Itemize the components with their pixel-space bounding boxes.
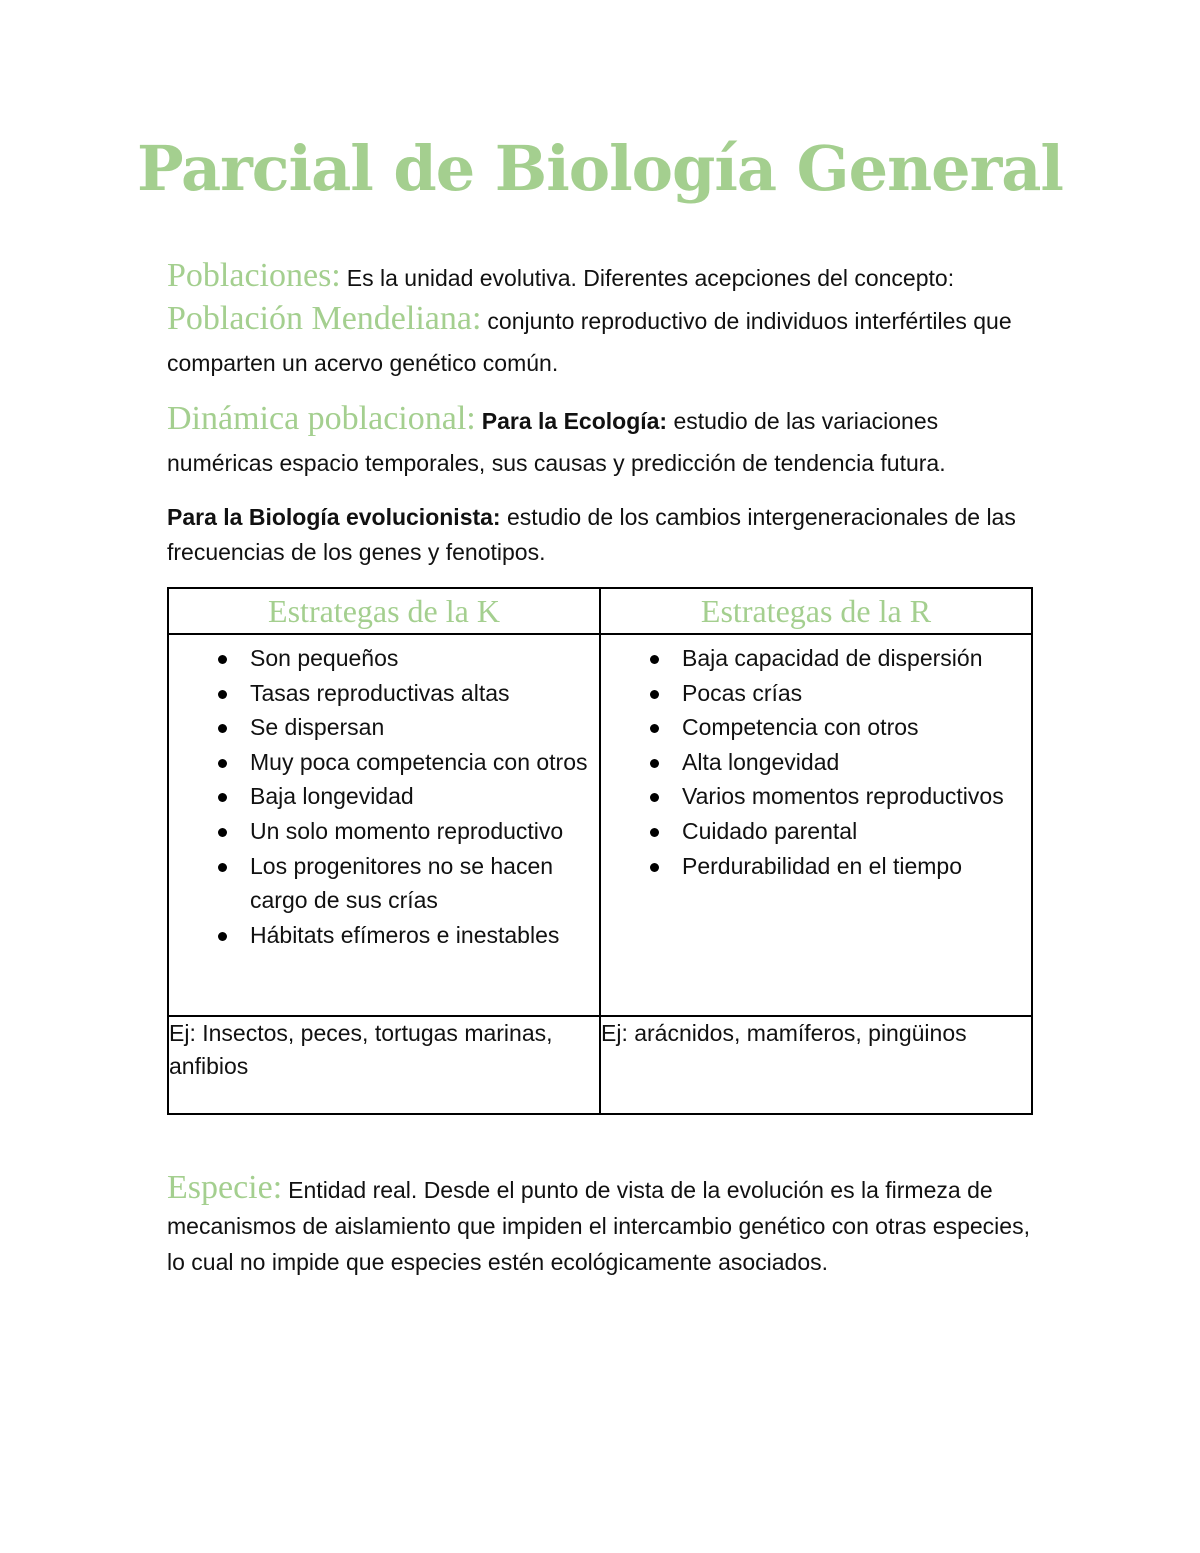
dinamica-heading: Dinámica poblacional: bbox=[167, 400, 476, 437]
dinamica-text: estudio de las variaciones numéricas espacio temporales, sus causas y predicción de tendencia futura. bbox=[167, 408, 946, 476]
list-item: Se dispersan bbox=[250, 710, 591, 745]
k-examples-cell: Ej: Insectos, peces, tortugas marinas, anfibios bbox=[168, 1016, 600, 1114]
poblaciones-text: Es la unidad evolutiva. Diferentes acepciones del concepto: bbox=[346, 265, 955, 291]
strategies-table bbox=[167, 587, 1033, 1115]
evolucionista-bold: Para la Biología evolucionista: bbox=[167, 504, 501, 530]
k-strategists-header: Estrategas de la K bbox=[168, 588, 600, 634]
r-strategists-header: Estrategas de la R bbox=[600, 588, 1032, 634]
poblaciones-heading: Poblaciones: bbox=[167, 257, 341, 294]
dinamica-bold: Para la Ecología: bbox=[481, 408, 668, 434]
list-item: Cuidado parental bbox=[682, 814, 1023, 849]
especie-heading: Especie: bbox=[167, 1169, 283, 1206]
poblaciones-paragraph bbox=[167, 250, 1037, 301]
list-item: Baja capacidad de dispersión bbox=[682, 641, 1023, 676]
especie-paragraph bbox=[167, 1170, 1037, 1280]
especie-text: Entidad real. Desde el punto de vista de la evolución es la firmeza de mecanismos de aislamiento que impiden el intercambio genético con otras especies, lo cual no impide que especies estén ecológicamente asociados. bbox=[167, 1177, 1030, 1275]
k-traits-list bbox=[169, 635, 599, 952]
list-item: Hábitats efímeros e inestables bbox=[250, 918, 591, 953]
list-item: Perdurabilidad en el tiempo bbox=[682, 849, 1023, 884]
mendeliana-text: conjunto reproductivo de individuos interfértiles que comparten un acervo genético común. bbox=[167, 308, 1012, 376]
evolucionista-paragraph bbox=[167, 500, 1037, 570]
mendeliana-paragraph bbox=[167, 298, 1037, 384]
evolucionista-text: estudio de los cambios intergeneracionales de las frecuencias de los genes y fenotipos. bbox=[167, 504, 1016, 565]
table-traits-row bbox=[168, 634, 1032, 1016]
list-item: Competencia con otros bbox=[682, 710, 1023, 745]
list-item: Varios momentos reproductivos bbox=[682, 779, 1023, 814]
table-header-row bbox=[168, 588, 1032, 634]
page-title: Parcial de Biología General bbox=[137, 132, 1063, 205]
k-traits-cell bbox=[168, 634, 600, 1016]
list-item: Tasas reproductivas altas bbox=[250, 676, 591, 711]
r-traits-cell bbox=[600, 634, 1032, 1016]
mendeliana-heading: Población Mendeliana: bbox=[167, 300, 482, 337]
dinamica-paragraph bbox=[167, 398, 1037, 484]
list-item: Los progenitores no se hacen cargo de sus crías bbox=[250, 849, 591, 918]
r-traits-list bbox=[601, 635, 1031, 883]
list-item: Un solo momento reproductivo bbox=[250, 814, 591, 849]
list-item: Muy poca competencia con otros bbox=[250, 745, 591, 780]
list-item: Baja longevidad bbox=[250, 779, 591, 814]
list-item: Son pequeños bbox=[250, 641, 591, 676]
list-item: Pocas crías bbox=[682, 676, 1023, 711]
r-examples-cell: Ej: arácnidos, mamíferos, pingüinos bbox=[600, 1016, 1032, 1114]
table-examples-row bbox=[168, 1016, 1032, 1114]
list-item: Alta longevidad bbox=[682, 745, 1023, 780]
